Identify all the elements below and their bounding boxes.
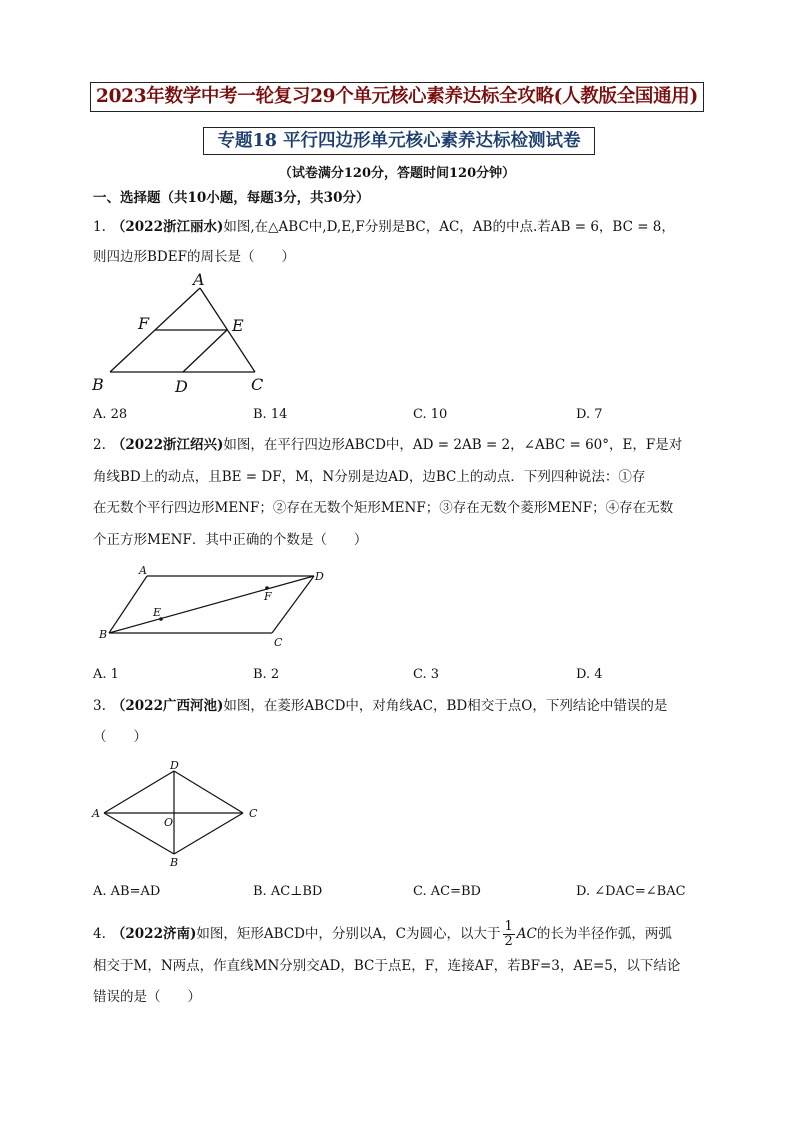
label-e: E xyxy=(153,606,162,619)
question-3-line2: （ ） xyxy=(93,729,147,745)
label-a: A xyxy=(92,807,100,820)
label-f: F xyxy=(264,590,272,603)
question-4: 4. （2022济南)如图，矩形ABCD中，分别以A，C为圆心，以大于 $\frac{1}{2}$ AC的长为半径作弧，两弧 xyxy=(93,919,672,949)
label-a: A xyxy=(139,564,147,577)
question-2-line4: 个正方形MENF．其中正确的个数是（ ） xyxy=(93,532,368,548)
label-b: B xyxy=(99,628,108,641)
label-d: D xyxy=(170,759,179,772)
section-heading: 一、选择题（共10小题，每题3分，共30分） xyxy=(93,190,370,206)
question-4-line2: 相交于M，N两点，作直线MN分别交AD，BC于点E，F，连接AF，若BF=3，AE=5，以下结论 xyxy=(93,958,681,974)
document-title: 2023年数学中考一轮复习29个单元核心素养达标全攻略(人教版全国通用) xyxy=(90,82,704,112)
question-2-line3: 在无数个平行四边形MENF；②存在无数个矩形MENF；③存在无数个菱形MENF；④存在无数 xyxy=(93,500,674,516)
document-subtitle: 专题18 平行四边形单元核心素养达标检测试卷 xyxy=(203,127,595,155)
option-a[interactable]: A. AB=AD xyxy=(93,884,161,899)
label-b: B xyxy=(170,856,179,869)
label-b: B xyxy=(92,375,104,394)
option-c[interactable]: C. AC=BD xyxy=(413,884,481,899)
exam-note: （试卷满分120分，答题时间120分钟） xyxy=(278,166,516,181)
label-o: O xyxy=(164,816,174,829)
question-number: 1. xyxy=(93,219,106,235)
question-text: 如图,在△ABC中,D,E,F分别是BC，AC，AB的中点.若AB = 6，BC = 8， xyxy=(223,219,675,235)
figure-rhombus-abcd xyxy=(88,758,268,868)
option-b[interactable]: B. 2 xyxy=(253,667,280,682)
option-d[interactable]: D. 7 xyxy=(576,407,603,422)
label-a: A xyxy=(193,270,205,289)
question-4-line3: 错误的是（ ） xyxy=(93,989,201,1005)
option-b[interactable]: B. 14 xyxy=(253,407,288,422)
question-text: 如图，矩形ABCD中，分别以A，C为圆心，以大于 xyxy=(196,926,501,942)
question-text: 如图，在平行四边形ABCD中，AD = 2AB = 2，∠ABC = 60°，E，F是对 xyxy=(223,437,683,453)
question-source: （2022浙江绍兴) xyxy=(111,437,224,453)
question-1 xyxy=(93,218,675,236)
label-e: E xyxy=(232,316,244,335)
question-source: （2022浙江丽水) xyxy=(111,219,224,235)
question-3 xyxy=(93,697,667,715)
question-source: （2022广西河池) xyxy=(111,698,224,714)
option-d[interactable]: D. 4 xyxy=(576,667,603,682)
question-number: 3. xyxy=(93,698,106,714)
figure-parallelogram-abcd xyxy=(95,565,335,650)
label-d: D xyxy=(315,570,324,583)
figure-triangle-abc xyxy=(90,272,280,397)
question-2 xyxy=(93,436,682,454)
label-c: C xyxy=(249,807,258,820)
question-number: 2. xyxy=(93,437,106,453)
question-number: 4. xyxy=(93,926,106,942)
option-d[interactable]: D. ∠DAC=∠BAC xyxy=(576,884,686,899)
option-c[interactable]: C. 3 xyxy=(413,667,440,682)
label-d: D xyxy=(175,377,188,396)
fraction-one-half: $\frac{1}{2}$ xyxy=(504,919,513,949)
question-text: 如图，在菱形ABCD中，对角线AC，BD相交于点O，下列结论中错误的是 xyxy=(223,698,668,714)
question-1-line2: 则四边形BDEF的周长是（ ） xyxy=(93,249,295,265)
label-f: F xyxy=(138,314,150,333)
option-c[interactable]: C. 10 xyxy=(413,407,448,422)
question-source: （2022济南) xyxy=(111,926,197,942)
option-a[interactable]: A. 28 xyxy=(93,407,128,422)
question-2-line2: 角线BD上的动点，且BE = DF，M，N分别是边AD，边BC上的动点．下列四种说法：①存 xyxy=(93,469,646,485)
label-c: C xyxy=(251,375,264,394)
label-c: C xyxy=(274,636,283,649)
option-a[interactable]: A. 1 xyxy=(93,667,119,682)
option-b[interactable]: B. AC⊥BD xyxy=(253,884,323,899)
